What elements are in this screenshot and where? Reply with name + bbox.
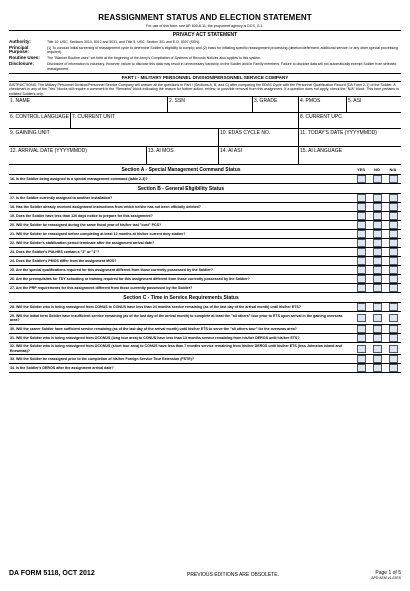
privacy-act-row: [9, 62, 401, 71]
section-b-header: [9, 184, 401, 194]
control-language-field[interactable]: [9, 113, 71, 128]
na-checkbox[interactable]: [389, 230, 398, 238]
no-checkbox[interactable]: [373, 355, 382, 363]
yes-checkbox[interactable]: [357, 239, 366, 247]
no-checkbox[interactable]: [373, 175, 382, 183]
arrival-date-input[interactable]: [10, 155, 145, 163]
no-checkbox-cell: [369, 284, 385, 292]
question-text: 27. Are the PRP requirements for this assignment different from those currently possessed by the Soldier?: [10, 286, 193, 291]
ai-asi-field[interactable]: [219, 147, 299, 164]
no-checkbox-cell: [369, 314, 385, 322]
yes-checkbox-cell: [353, 314, 369, 322]
na-checkbox[interactable]: [389, 303, 398, 311]
current-upc-label: 8. CURRENT UPC: [300, 114, 342, 121]
na-checkbox-cell: [385, 364, 401, 372]
no-checkbox[interactable]: [373, 303, 382, 311]
page-number: Page 1 of 5: [375, 570, 401, 576]
no-checkbox-cell: [369, 355, 385, 363]
gaining-unit-label: 9. GAINING UNIT: [10, 130, 50, 137]
no-checkbox-cell: [369, 230, 385, 238]
privacy-act-text: The "Blanket Routine uses" set forth at the beginning of the Army's Compilation of Systems of Records Notices also applies to this system.: [47, 56, 262, 61]
no-checkbox-cell: [369, 221, 385, 229]
question-row: [9, 203, 401, 212]
yes-checkbox[interactable]: [357, 257, 366, 265]
yes-checkbox-cell: [353, 248, 369, 256]
question-row: [9, 303, 401, 312]
no-checkbox[interactable]: [373, 364, 382, 372]
no-checkbox[interactable]: [373, 345, 382, 353]
current-upc-input[interactable]: [300, 121, 400, 128]
pmos-input[interactable]: [300, 105, 345, 112]
control-language-input[interactable]: [10, 121, 69, 128]
privacy-act-heading: PRIVACY ACT STATEMENT: [9, 30, 401, 38]
no-checkbox-cell: [369, 194, 385, 202]
form-title: REASSIGNMENT STATUS AND ELECTION STATEMENT: [98, 13, 312, 22]
question-text: 28. Will the Soldier who is being reassigned from CONUS to CONUS have less than 24 months service remaining (as of the last day of the arrival month) until his/her ETS?: [10, 305, 301, 310]
asi-field[interactable]: [347, 97, 401, 112]
no-checkbox-cell: [369, 275, 385, 283]
question-row: [9, 257, 401, 266]
no-checkbox[interactable]: [373, 257, 382, 265]
privacy-act-row: [9, 40, 401, 45]
privacy-act-label: Disclosure:: [9, 61, 35, 67]
na-checkbox-cell: [385, 266, 401, 274]
field-row: [9, 113, 401, 129]
section-c-header: [9, 293, 401, 303]
question-row: [9, 275, 401, 284]
ai-asi-label: 14. AI ASI: [220, 148, 242, 155]
question-text: 18. Has the Soldier already received assignment instructions from which he/she has not been officially deleted?: [10, 205, 201, 210]
na-checkbox[interactable]: [389, 355, 398, 363]
form-number: DA FORM 5118, OCT 2012: [9, 570, 95, 577]
part-1-instructions: INSTRUCTIONS: The Military Personnel Division/Personnel Service Company will answer all the questions in Part I (Sections A, B, and C) after comparing the EDAS Cycle with the Personnel Qualification Record (DA Form 2-1) of the Soldier. A checkmark in any of the "Yes" blocks will require a comment in the "Remarks" block indicating the reason for further action, review, or possible removal from this assignment. If a question does not apply, check the "N/A" block. This form pertains to enlisted Soldiers only.: [9, 82, 400, 96]
control-language-label: 6. CONTROL LANGUAGE: [10, 114, 69, 121]
no-checkbox[interactable]: [373, 239, 382, 247]
yes-checkbox-cell: [353, 275, 369, 283]
no-checkbox[interactable]: [373, 212, 382, 220]
todays-date-field[interactable]: [299, 129, 401, 146]
na-checkbox-cell: [385, 175, 401, 183]
yes-checkbox[interactable]: [357, 334, 366, 342]
no-checkbox[interactable]: [373, 221, 382, 229]
ai-language-input[interactable]: [300, 155, 400, 163]
yes-checkbox[interactable]: [357, 194, 366, 202]
question-row: [9, 175, 401, 184]
current-unit-input[interactable]: [72, 121, 297, 128]
yes-checkbox-cell: [353, 239, 369, 247]
na-checkbox-cell: [385, 230, 401, 238]
yes-checkbox[interactable]: [357, 230, 366, 238]
gaining-unit-input[interactable]: [10, 137, 217, 145]
no-checkbox-cell: [369, 325, 385, 333]
privacy-act-label: Authority:: [9, 38, 31, 44]
no-checkbox[interactable]: [373, 325, 382, 333]
na-checkbox[interactable]: [389, 257, 398, 265]
yes-checkbox[interactable]: [357, 364, 366, 372]
section-title: Section C - Time in Service Requirements Status: [123, 294, 239, 301]
na-checkbox[interactable]: [389, 175, 398, 183]
arrival-date-label: 12. ARRIVAL DATE (YYYYMMDD): [10, 148, 87, 155]
na-checkbox-cell: [385, 248, 401, 256]
yes-checkbox-cell: [353, 284, 369, 292]
na-checkbox[interactable]: [389, 194, 398, 202]
no-checkbox[interactable]: [373, 194, 382, 202]
yes-checkbox-cell: [353, 194, 369, 202]
question-text: 16. Is the Soldier being assigned to a special management command (table 2-3)?: [10, 177, 148, 182]
no-checkbox-cell: [369, 364, 385, 372]
pmos-field[interactable]: [299, 97, 347, 112]
yes-checkbox-cell: [353, 203, 369, 211]
na-checkbox-cell: [385, 325, 401, 333]
no-checkbox-cell: [369, 175, 385, 183]
column-header-no: NO: [374, 167, 380, 173]
question-row: [9, 312, 401, 325]
yes-checkbox-cell: [353, 325, 369, 333]
no-checkbox-cell: [369, 203, 385, 211]
edas-cycle-input[interactable]: [220, 137, 297, 145]
current-upc-field[interactable]: [299, 113, 401, 128]
no-checkbox-cell: [369, 257, 385, 265]
ssn-input[interactable]: [169, 105, 251, 112]
ai-asi-input[interactable]: [220, 155, 297, 163]
ai-mos-input[interactable]: [148, 155, 217, 163]
na-checkbox[interactable]: [389, 248, 398, 256]
yes-checkbox-cell: [353, 334, 369, 342]
yes-checkbox-cell: [353, 221, 369, 229]
ssn-field[interactable]: [168, 97, 253, 112]
question-row: [9, 212, 401, 221]
na-checkbox-cell: [385, 194, 401, 202]
na-checkbox[interactable]: [389, 334, 398, 342]
no-checkbox-cell: [369, 212, 385, 220]
na-checkbox-cell: [385, 303, 401, 311]
yes-checkbox-cell: [353, 175, 369, 183]
privacy-act-statement: [9, 40, 401, 71]
na-checkbox[interactable]: [389, 266, 398, 274]
arrival-date-field[interactable]: [9, 147, 147, 164]
form-subtitle: For use of this form, see AR 600-8-11; the proponent agency is DCS, G-1.: [146, 24, 264, 28]
privacy-act-text: (1) To conduct initial screening of reassignment cycle to determine Soldier's eligibility to comply; and (2) basis for initiating specific reassignment processing (deletion/deferment; additional service; or any other special processing required).: [47, 45, 398, 54]
na-checkbox[interactable]: [389, 212, 398, 220]
yes-checkbox-cell: [353, 355, 369, 363]
question-row: [9, 194, 401, 203]
ai-mos-field[interactable]: [147, 147, 219, 164]
privacy-act-row: [9, 46, 401, 55]
grade-label: 3. GRADE: [254, 98, 278, 105]
question-text: 22. Will the Soldier's stabilization period terminate after the assignment arrival date?: [10, 241, 155, 246]
field-row: [9, 97, 401, 113]
yes-checkbox-cell: [353, 364, 369, 372]
na-checkbox[interactable]: [389, 345, 398, 353]
yes-checkbox-cell: [353, 266, 369, 274]
no-checkbox[interactable]: [373, 248, 382, 256]
yes-checkbox-cell: [353, 303, 369, 311]
ai-language-field[interactable]: [299, 147, 401, 164]
question-row: [9, 284, 401, 293]
no-checkbox[interactable]: [373, 266, 382, 274]
na-checkbox[interactable]: [389, 325, 398, 333]
todays-date-input[interactable]: [300, 137, 400, 145]
no-checkbox-cell: [369, 345, 385, 353]
edas-cycle-field[interactable]: [219, 129, 299, 146]
privacy-act-label: Routine Uses:: [9, 55, 40, 61]
na-checkbox-cell: [385, 275, 401, 283]
no-checkbox-cell: [369, 334, 385, 342]
no-checkbox[interactable]: [373, 334, 382, 342]
na-checkbox[interactable]: [389, 239, 398, 247]
na-checkbox[interactable]: [389, 203, 398, 211]
column-header-yes: YES: [356, 167, 365, 173]
form-footer: [9, 570, 401, 580]
na-checkbox-cell: [385, 314, 401, 322]
no-checkbox-cell: [369, 239, 385, 247]
section-title: Section B - General Eligibility Status: [137, 185, 225, 192]
question-text: 17. Is the Soldier currently assigned to another installation?: [10, 196, 113, 201]
form-version: APD AEM v1.02ES: [371, 576, 401, 580]
field-row: [9, 129, 401, 147]
questionnaire: [9, 165, 401, 373]
name-field[interactable]: [9, 97, 168, 112]
asi-label: 5. ASI: [348, 98, 362, 105]
yes-checkbox[interactable]: [357, 266, 366, 274]
question-text: 29. Will the initial term Soldier have insufficient service remaining (as of the last day of the arrival month) to complete at least the "all others" tour prior to ETS upon arrival in the gaining overseas area?: [10, 313, 343, 322]
asi-input[interactable]: [348, 105, 400, 112]
yes-checkbox[interactable]: [357, 284, 366, 292]
question-row: [9, 230, 401, 239]
na-checkbox-cell: [385, 221, 401, 229]
na-checkbox-cell: [385, 345, 401, 353]
na-checkbox[interactable]: [389, 314, 398, 322]
yes-checkbox[interactable]: [357, 212, 366, 220]
field-row: [9, 147, 401, 165]
ssn-label: 2. SSN: [169, 98, 185, 105]
question-text: 34. Is the Soldier's DEROS after the assignment arrival date?: [10, 366, 114, 371]
na-checkbox-cell: [385, 284, 401, 292]
question-text: 31. Will the Soldier who is being reassigned from OCONUS (long tour area) to CONUS have less than 13 months service remaining from his/her DEROS until his/her ETS?: [10, 335, 300, 340]
question-row: [9, 355, 401, 364]
yes-checkbox-cell: [353, 230, 369, 238]
no-checkbox[interactable]: [373, 314, 382, 322]
question-text: 30. Will the career Soldier have sufficient service remaining (as of the last day of the arrival month) until his/her ETS to serve the "all others tour" for the overseas area?: [10, 326, 297, 331]
edas-cycle-label: 10. EDAS CYCLE NO.: [220, 130, 271, 137]
privacy-act-text: Disclosure of information is voluntary. However, failure to disclose this data may result in unnecessary hardship on the Soldier and/or Family members. Failure to disclose data will not automatically exempt Soldier from selected reassignment.: [47, 62, 397, 71]
question-row: [9, 364, 401, 373]
form-page: [9, 13, 401, 591]
yes-checkbox-cell: [353, 212, 369, 220]
yes-checkbox-cell: [353, 345, 369, 353]
pmos-label: 4. PMOS: [300, 98, 321, 105]
na-checkbox[interactable]: [389, 364, 398, 372]
no-checkbox-cell: [369, 266, 385, 274]
grade-input[interactable]: [254, 105, 297, 112]
question-text: 23. Does the Soldier's PULHES contain a "3" or "4"?: [10, 250, 100, 255]
ai-mos-label: 13. AI MOS: [148, 148, 174, 155]
question-text: 32. Will the Soldier who is being reassigned from OCONUS (short tour area) to CONUS have less than 7 months service remaining from his/her DEROS until his/her ETS (less Johnston Island and Enewetak)?: [10, 344, 342, 353]
question-row: [9, 334, 401, 343]
question-row: [9, 239, 401, 248]
na-checkbox[interactable]: [389, 284, 398, 292]
yes-checkbox[interactable]: [357, 275, 366, 283]
no-checkbox[interactable]: [373, 203, 382, 211]
yes-checkbox[interactable]: [357, 303, 366, 311]
na-checkbox-cell: [385, 334, 401, 342]
grade-field[interactable]: [253, 97, 299, 112]
question-row: [9, 325, 401, 334]
question-row: [9, 248, 401, 257]
yes-checkbox[interactable]: [357, 221, 366, 229]
todays-date-label: 11. TODAY'S DATE (YYYYMMDD): [300, 130, 377, 137]
question-row: [9, 221, 401, 230]
question-text: 25. Are the special qualifications required for this assignment different from those currently possessed by the Soldier?: [10, 268, 213, 273]
na-checkbox-cell: [385, 257, 401, 265]
question-row: [9, 266, 401, 275]
name-label: 1. NAME: [10, 98, 31, 105]
part-1-heading: PART I - MILITARY PERSONNEL DIVISION/PERSONNEL SERVICE COMPANY: [9, 73, 401, 82]
yes-checkbox[interactable]: [357, 355, 366, 363]
column-header-na: N/A: [389, 167, 397, 173]
privacy-act-label: Principal Purpose:: [9, 44, 29, 55]
page-indicator: [371, 570, 401, 580]
section-title: Section A - Special Management Command Status: [121, 166, 241, 173]
gaining-unit-field[interactable]: [9, 129, 219, 146]
na-checkbox-cell: [385, 239, 401, 247]
yes-checkbox[interactable]: [357, 175, 366, 183]
yes-checkbox-cell: [353, 257, 369, 265]
personnel-fields-grid: [9, 96, 401, 165]
question-text: 24. Does the Soldier's PMOS differ from the assignment MOS?: [10, 259, 117, 264]
question-text: 21. Will the Soldier be reassigned before completing at least 12 months at his/her current duty station?: [10, 232, 186, 237]
na-checkbox[interactable]: [389, 275, 398, 283]
question-text: 20. Will the Soldier be reassigned during the same fiscal year of his/her last "cost" PCS?: [10, 223, 162, 228]
no-checkbox-cell: [369, 248, 385, 256]
no-checkbox-cell: [369, 303, 385, 311]
no-checkbox[interactable]: [373, 284, 382, 292]
previous-editions-note: PREVIOUS EDITIONS ARE OBSOLETE.: [186, 571, 279, 578]
yes-checkbox[interactable]: [357, 345, 366, 353]
current-unit-label: 7. CURRENT UNIT: [72, 114, 115, 121]
yes-checkbox[interactable]: [357, 203, 366, 211]
name-input[interactable]: [10, 105, 166, 112]
na-checkbox-cell: [385, 203, 401, 211]
na-checkbox-cell: [385, 212, 401, 220]
na-checkbox[interactable]: [389, 221, 398, 229]
question-text: 26. Are the prerequisites for TDY schooling or training required for this assignment different from those currently possessed by the Soldier?: [10, 277, 250, 282]
privacy-act-text: Title 10, USC, Sections 3010, 8012 and 5031, and Title 5, USC, Section 301 and E.O. 9397 (SSN).: [47, 39, 200, 44]
no-checkbox[interactable]: [373, 230, 382, 238]
yes-checkbox[interactable]: [357, 248, 366, 256]
no-checkbox[interactable]: [373, 275, 382, 283]
yes-checkbox[interactable]: [357, 314, 366, 322]
yes-checkbox[interactable]: [357, 325, 366, 333]
question-text: 33. Will the Soldier be reassigned prior to the completion of his/her Foreign Service Tour Extension (FSTE)?: [10, 357, 195, 362]
privacy-act-row: [9, 56, 401, 61]
section-a-header: [9, 165, 401, 175]
current-unit-field[interactable]: [71, 113, 299, 128]
question-row: [9, 343, 401, 356]
question-text: 19. Does the Soldier have less than 120 days notice to prepare for this assignment?: [10, 214, 153, 219]
ai-language-label: 15. AI LANGUAGE: [300, 148, 342, 155]
na-checkbox-cell: [385, 355, 401, 363]
